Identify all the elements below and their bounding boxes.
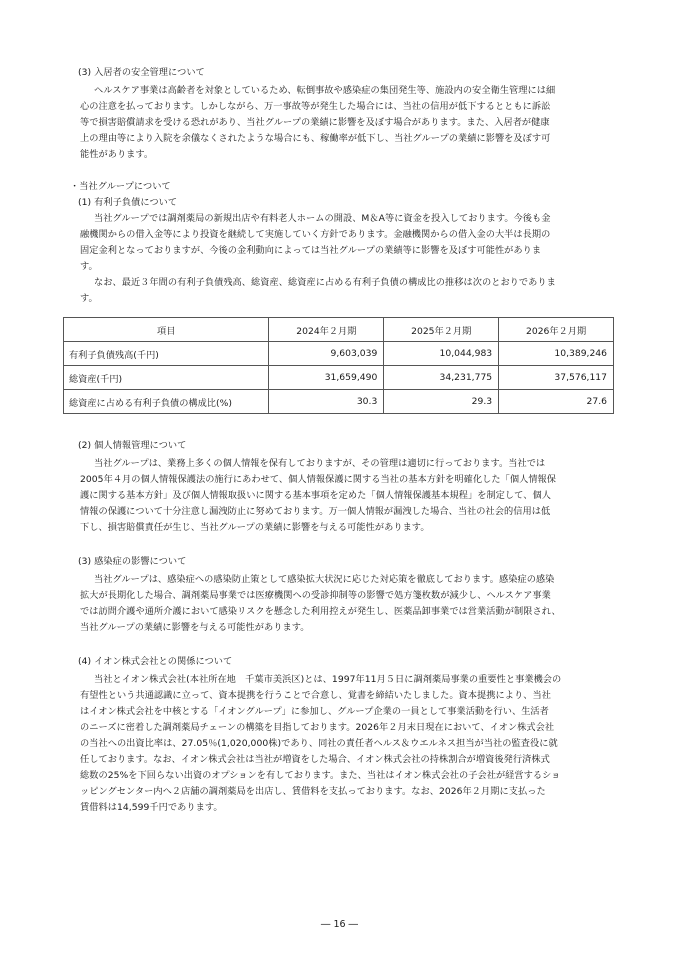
paragraph-line: ヘルスケア事業は高齢者を対象としているため、転倒事故や感染症の集団発生等、施設内の安全衛生管理には細 (94, 85, 556, 96)
paragraph-line: 任しております。なお、イオン株式会社は当社が増資をした場合、イオン株式会社の持株割合が増資後発行済株式 (80, 754, 550, 765)
table-header-cell: 2026年２月期 (499, 318, 614, 342)
paragraph-line: 上の理由等により入院を余儀なくされたような場合にも、稼働率が低下し、当社グループの業績に影響を及ぼす可 (80, 133, 551, 144)
section-heading: (1) 有利子負債について (78, 197, 178, 208)
paragraph-line: 融機関からの借入金等により投資を継続して実施していく方針であります。金融機関からの借入金の大半は長期の (80, 229, 551, 240)
section-heading: (2) 個人情報管理について (78, 440, 187, 451)
table-cell: 27.6 (499, 390, 614, 414)
table-cell: 34,231,775 (384, 366, 499, 390)
paragraph-line: 当社グループの業績に影響を与える可能性があります。 (80, 622, 310, 633)
paragraph-line: 等で損害賠償請求を受ける恐れがあり、当社グループの業績に影響を及ぼす場合があります。また、入居者が健康 (80, 117, 550, 128)
paragraph-line: 下し、損害賠償責任が生じ、当社グループの業績に影響を与える可能性があります。 (80, 522, 430, 533)
debt-ratio-table (63, 317, 614, 414)
row-label: 有利子負債残高(千円) (64, 342, 269, 366)
table-cell: 37,576,117 (499, 366, 614, 390)
paragraph-line: のニーズに密着した調剤薬局チェーンの構築を目指しております。2026年２月末日現在において、イオン株式会社 (80, 722, 555, 733)
row-label: 総資産に占める有利子負債の構成比(%) (64, 390, 269, 414)
paragraph-line: ッピングセンター内へ２店舗の調剤薬局を出店し、賃借料を支払っております。なお、2026年２月期に支払った (80, 786, 546, 797)
table-cell: 29.3 (384, 390, 499, 414)
paragraph-line: 情報の保護について十分注意し漏洩防止に努めております。万一個人情報が漏洩した場合、当社の社会的信用は低 (80, 506, 551, 517)
paragraph-line: 賃借料は14,599千円であります。 (80, 802, 223, 813)
paragraph-line: す。 (80, 293, 98, 304)
section-heading: (3) 入居者の安全管理について (78, 67, 205, 78)
table-row (64, 366, 614, 390)
section-bullet-heading: ・当社グループについて (70, 181, 171, 192)
paragraph-line: 護に関する基本方針」及び個人情報取扱いに関する基本事項を定めた「個人情報保護基本規程」を制定して、個人 (80, 490, 551, 501)
table-header-cell: 項目 (64, 318, 269, 342)
section-heading: (4) イオン株式会社との関係について (78, 656, 233, 667)
table-cell: 10,044,983 (384, 342, 499, 366)
table-row (64, 390, 614, 414)
paragraph-line: 能性があります。 (80, 149, 154, 160)
paragraph-line: では訪問介護や通所介護において感染リスクを懸念した利用控えが発生し、医薬品卸事業では営業活動が制限され、 (80, 606, 561, 617)
paragraph-line: 当社グループでは調剤薬局の新規出店や有料老人ホームの開設、M＆A等に資金を投入しております。今後も金 (94, 213, 551, 224)
paragraph-line: 心の注意を払っております。しかしながら、万一事故等が発生した場合には、当社の信用が低下するとともに訴訟 (80, 101, 551, 112)
page-number: ― 16 ― (320, 919, 359, 930)
paragraph-line: 有望性という共通認識に立って、資本提携を行うことで合意し、覚書を締結いたしました。資本提携により、当社 (80, 690, 551, 701)
table-row (64, 342, 614, 366)
table-header-row (64, 318, 614, 342)
paragraph-line: なお、最近３年間の有利子負債残高、総資産、総資産に占める有利子負債の構成比の推移は次のとおりでありま (94, 277, 556, 288)
paragraph-line: の当社への出資比率は、27.05％(1,020,000株)であり、同社の責任者ヘルス＆ウエルネス担当が当社の監査役に就 (80, 738, 558, 749)
row-label: 総資産(千円) (64, 366, 269, 390)
section-heading: (3) 感染症の影響について (78, 556, 187, 567)
table-cell: 10,389,246 (499, 342, 614, 366)
paragraph-line: 固定金利となっておりますが、今後の金利動向によっては当社グループの業績等に影響を及ぼす可能性がありま (80, 245, 542, 256)
paragraph-line: す。 (80, 261, 98, 272)
paragraph-line: 総数の25%を下回らない出資のオプションを有しております。また、当社はイオン株式会社の子会社が経営するショ (80, 770, 561, 781)
paragraph-line: はイオン株式会社を中核とする「イオングループ」に参加し、グループ企業の一員として事業活動を行い、生活者 (80, 706, 549, 717)
paragraph-line: 2005年４月の個人情報保護法の施行にあわせて、個人情報保護に関する当社の基本方針を明確化した「個人情報保 (80, 474, 557, 485)
table-cell: 9,603,039 (269, 342, 384, 366)
table-header-cell: 2024年２月期 (269, 318, 384, 342)
paragraph-line: 拡大が長期化した場合、調剤薬局事業では医療機関への受診抑制等の影響で処方箋枚数が減少し、ヘルスケア事業 (80, 590, 551, 601)
paragraph-line: 当社グループは、業務上多くの個人情報を保有しておりますが、その管理は適切に行っております。当社では (94, 458, 546, 469)
table-cell: 30.3 (269, 390, 384, 414)
paragraph-line: 当社とイオン株式会社(本社所在地 千葉市美浜区)とは、1997年11月５日に調剤薬局事業の重要性と事業機会の (94, 674, 562, 685)
paragraph-line: 当社グループは、感染症への感染防止策として感染拡大状況に応じた対応策を徹底しております。感染症の感染 (94, 574, 555, 585)
table-header-cell: 2025年２月期 (384, 318, 499, 342)
table-cell: 31,659,490 (269, 366, 384, 390)
